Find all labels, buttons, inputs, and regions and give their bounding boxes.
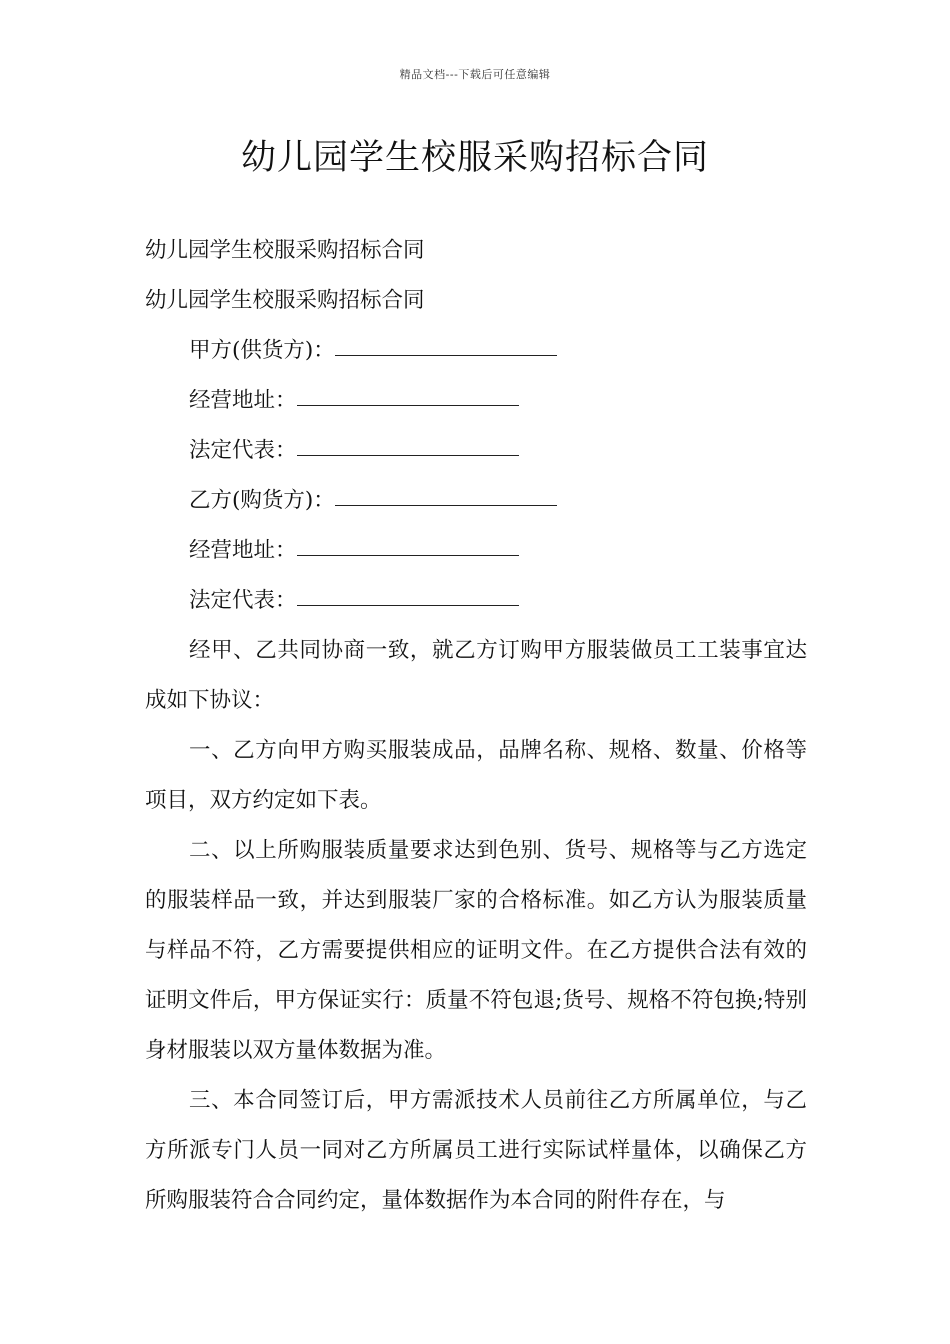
party-b-address-blank xyxy=(297,554,519,556)
party-a-rep-line xyxy=(145,426,807,476)
party-b-rep-label: 法定代表： xyxy=(189,588,297,613)
party-a-rep-blank xyxy=(297,454,519,456)
document-title: 幼儿园学生校服采购招标合同 xyxy=(240,138,709,178)
paragraph-intro: 经甲、乙共同协商一致，就乙方订购甲方服装做员工工装事宜达成如下协议： xyxy=(145,638,807,713)
party-b-blank xyxy=(335,504,557,506)
party-b-address-label: 经营地址： xyxy=(189,538,297,563)
header-note: 精品文档---下载后可任意编辑 xyxy=(399,68,551,81)
party-b-address-line xyxy=(145,526,807,576)
paragraph-clause-1: 一、乙方向甲方购买服装成品，品牌名称、规格、数量、价格等项目，双方约定如下表。 xyxy=(145,738,807,813)
subtitle-line: 幼儿园学生校服采购招标合同 xyxy=(145,238,425,263)
party-b-rep-blank xyxy=(297,604,519,606)
party-a-blank xyxy=(335,354,557,356)
party-b-line xyxy=(145,476,807,526)
party-b-rep-line xyxy=(145,576,807,626)
party-a-rep-label: 法定代表： xyxy=(189,438,297,463)
party-a-line xyxy=(145,326,807,376)
paragraph-clause-2: 二、以上所购服装质量要求达到色别、货号、规格等与乙方选定的服装样品一致，并达到服装厂家的合格标准。如乙方认为服装质量与样品不符，乙方需要提供相应的证明文件。在乙方提供合法有效的证明文件后，甲方保证实行：质量不符包退;货号、规格不符包换;特别身材服装以双方量体数据为准。 xyxy=(145,838,807,1063)
document-body xyxy=(145,226,807,1226)
party-a-address-line xyxy=(145,376,807,426)
paragraph-clause-3: 三、本合同签订后，甲方需派技术人员前往乙方所属单位，与乙方所派专门人员一同对乙方所属员工进行实际试样量体，以确保乙方所购服装符合合同约定，量体数据作为本合同的附件存在，与 xyxy=(145,1088,807,1213)
party-b-label: 乙方(购货方)： xyxy=(189,488,335,513)
party-a-address-label: 经营地址： xyxy=(189,388,297,413)
party-a-label: 甲方(供货方)： xyxy=(189,338,335,363)
subtitle-line: 幼儿园学生校服采购招标合同 xyxy=(145,288,425,313)
party-a-address-blank xyxy=(297,404,519,406)
